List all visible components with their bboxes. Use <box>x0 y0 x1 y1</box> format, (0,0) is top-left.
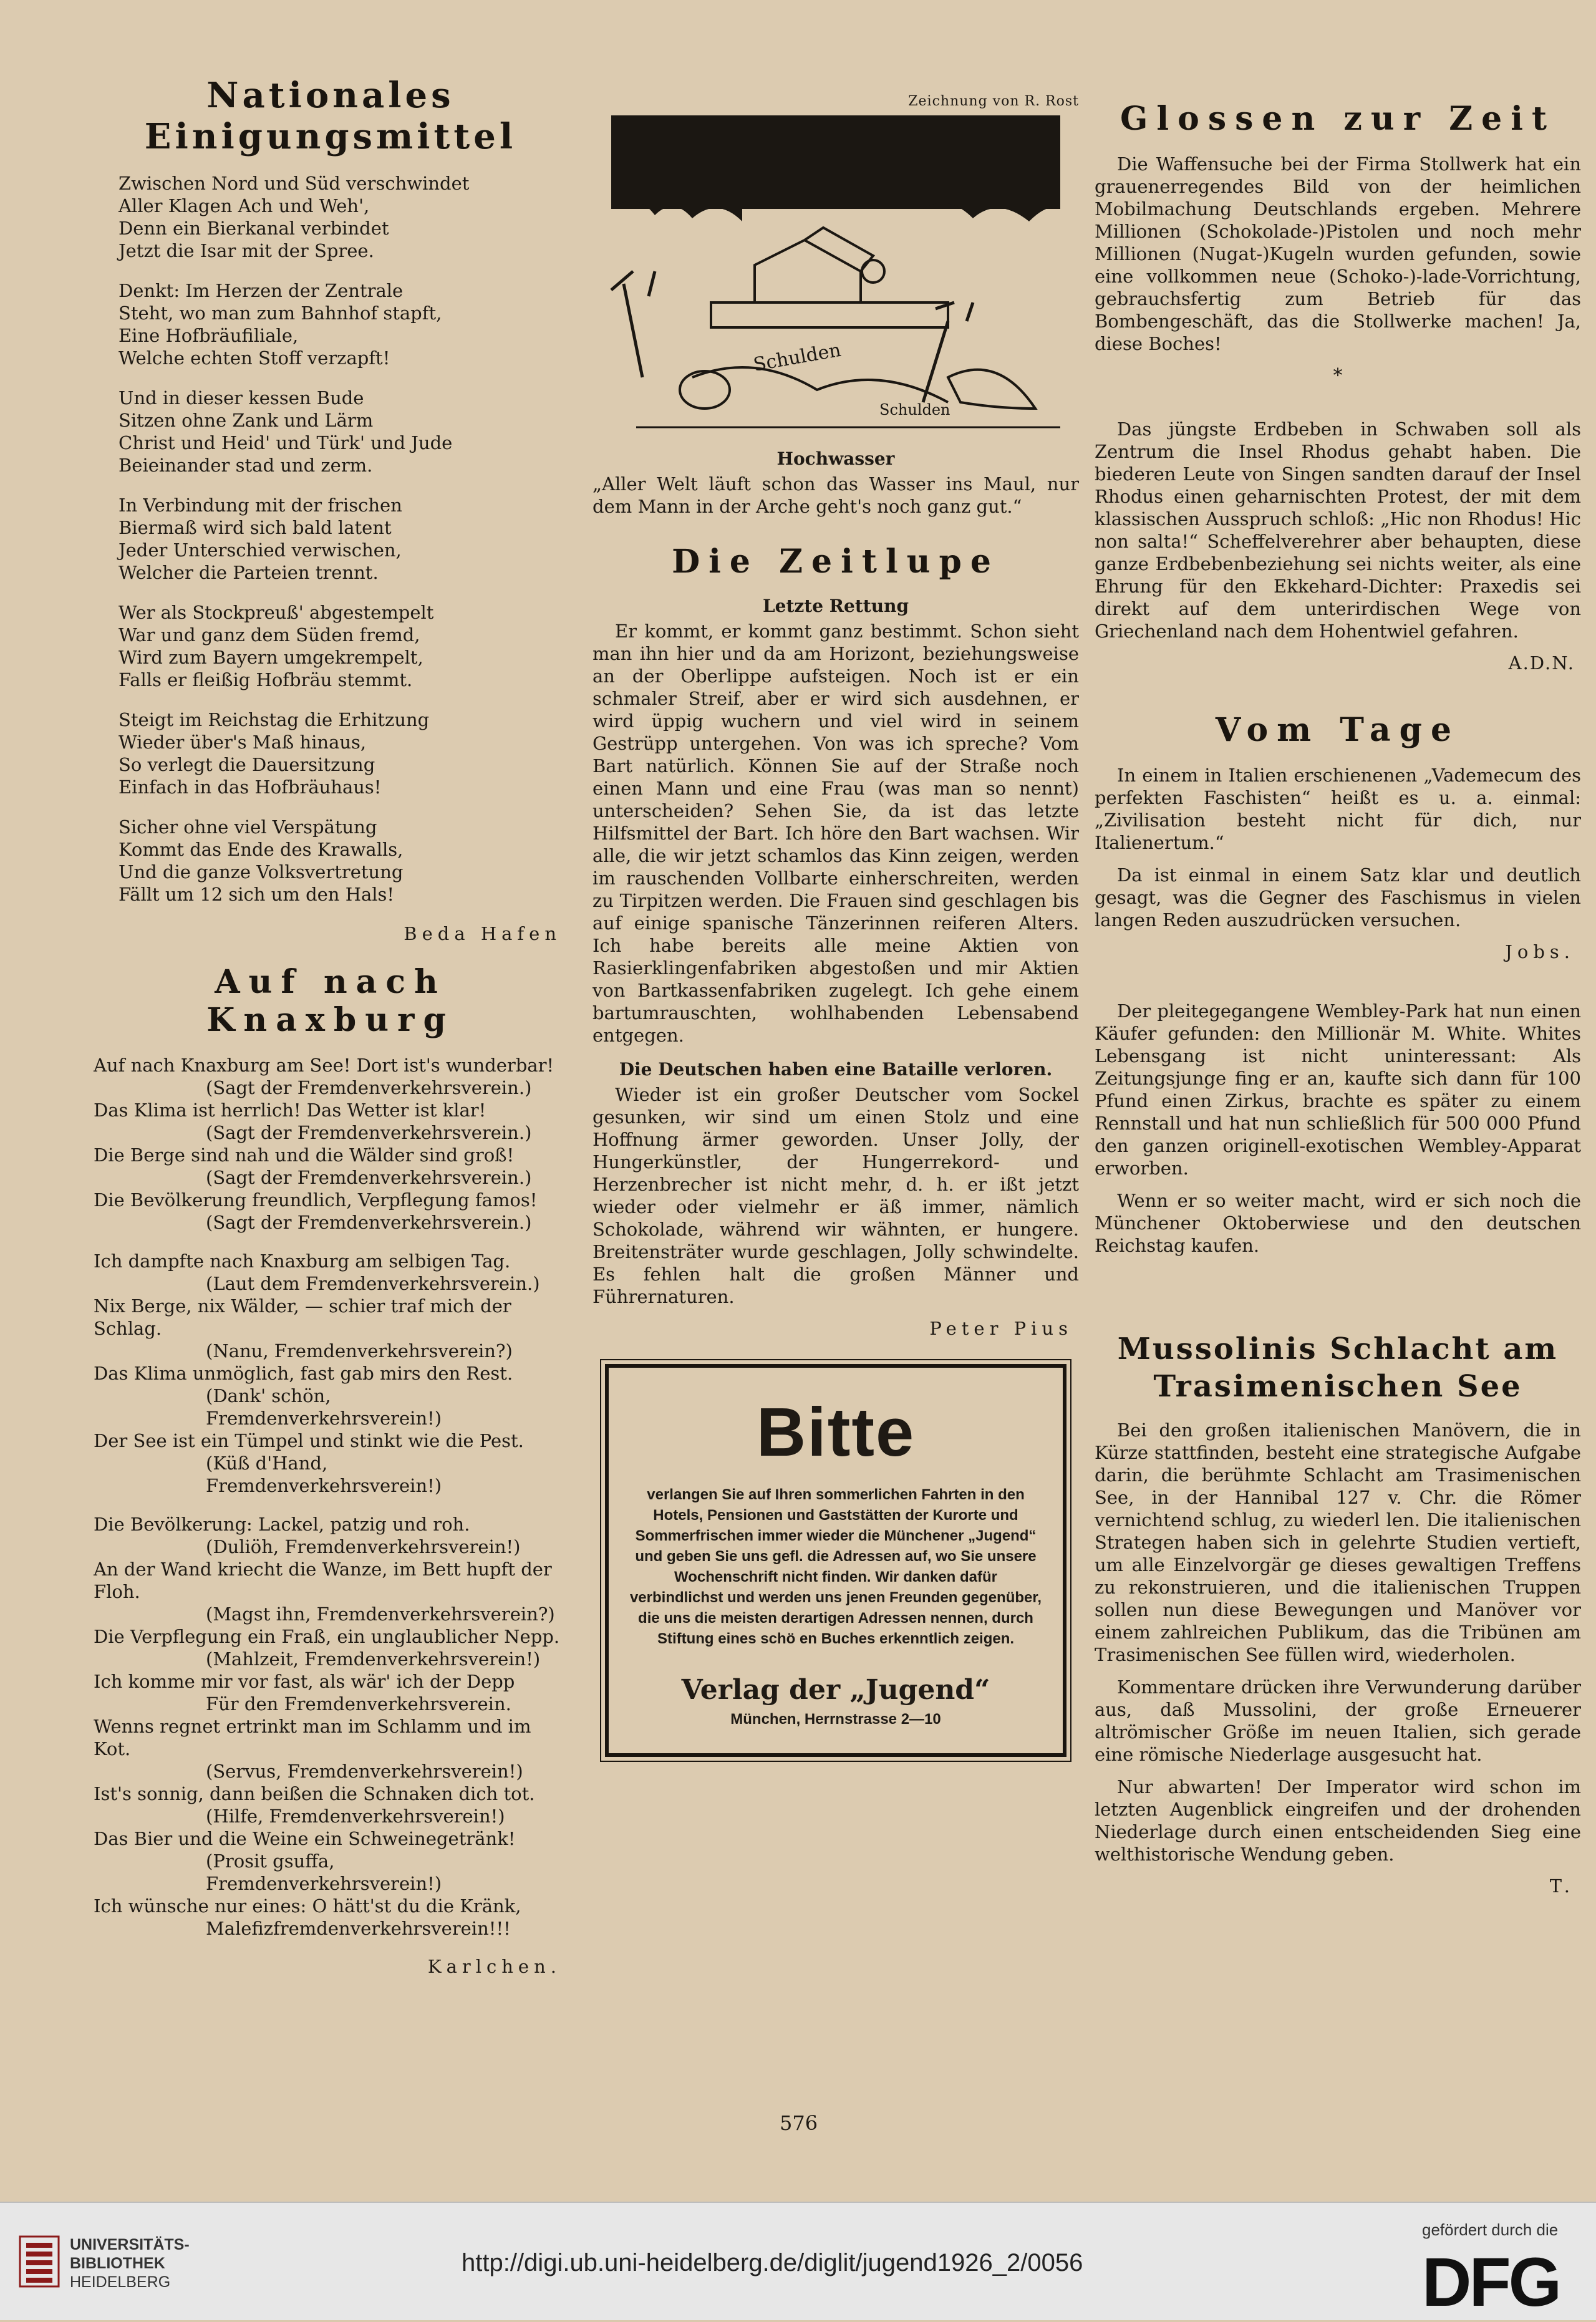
poem-knaxburg <box>94 1054 568 1940</box>
poem-stanza <box>118 494 568 584</box>
poem-line: Beieinander stad und zerm. <box>118 455 373 476</box>
author-adn: A.D.N. <box>1508 652 1575 674</box>
author-t: T. <box>1549 1875 1575 1897</box>
title-glossen-zur-zeit: Glossen zur Zeit <box>1120 100 1556 138</box>
author-jobs: Jobs. <box>1505 941 1575 962</box>
poem-stanza <box>118 172 568 262</box>
title-vom-tage: Vom Tage <box>1215 711 1461 749</box>
poem-line: Eine Hofbräufiliale, <box>118 325 299 346</box>
poem-line: War und ganz dem Süden fremd, <box>118 624 420 646</box>
refrain-line: Das Klima unmöglich, fast gab mirs den Rest. <box>94 1363 513 1384</box>
refrain-stanza <box>94 1054 568 1234</box>
caption-title: Hochwasser <box>776 448 895 469</box>
refrain-response: (Mahlzeit, Fremdenverkehrsverein!) <box>206 1648 541 1670</box>
poem-line: Kommt das Ende des Krawalls, <box>118 839 404 860</box>
poem-line: Sicher ohne viel Verspätung <box>118 816 377 838</box>
poem-line: Und in dieser kessen Bude <box>118 387 364 409</box>
poem-line: Steht, wo man zum Bahnhof stapft, <box>118 302 442 324</box>
refrain-line: Ich dampfte nach Knaxburg am selbigen Tag. <box>94 1250 511 1272</box>
refrain-line: An der Wand kriecht die Wanze, im Bett hupft der Floh. <box>94 1559 552 1602</box>
tage-vademecum: In einem in Italien erschienenen „Vademecum des perfekten Faschisten“ heißt es u. a. einmal: „Zivilisation besteht nicht für dich, nur Italienertum.“ <box>1095 765 1581 853</box>
refrain-line: Die Bevölkerung: Lackel, patzig und roh. <box>94 1514 470 1535</box>
poem-line: Wieder über's Maß hinaus, <box>118 732 367 753</box>
poem-stanza <box>118 601 568 691</box>
tage-wembley: Der pleitegegangene Wembley-Park hat nun einen Käufer gefunden: den Millionär M. White. Whites Lebensgang ist nicht uninteressant: Als Zeitungsjunge fing er an, kaufte sich dann für 100 Pfund einen Zirkus, brachte es später zu einem Rennstall und hat nun schließlich für 500 000 Pfund den ganzen originell-exotischen Wembley-Apparat erworben. <box>1095 1000 1581 1179</box>
uni-line3: HEIDELBERG <box>70 2273 171 2291</box>
poem-line: Zwischen Nord und Süd verschwindet <box>118 173 470 194</box>
refrain-response: (Sagt der Fremdenverkehrsverein.) <box>206 1122 532 1143</box>
dfg-logo: DFG <box>1422 2244 1560 2321</box>
poem-line: Denn ein Bierkanal verbindet <box>118 218 389 239</box>
poem-stanza <box>118 279 568 369</box>
poem-line: Falls er fleißig Hofbräu stemmt. <box>118 669 413 690</box>
ad-publisher: Verlag der „Jugend“ <box>681 1674 990 1706</box>
separator-star: * <box>1333 365 1343 387</box>
svg-text:Schulden: Schulden <box>752 339 843 376</box>
poem-line: In Verbindung mit der frischen <box>118 495 402 516</box>
refrain-line: Ich komme mir vor fast, als wär' ich der Depp <box>94 1671 515 1692</box>
refrain-line: Das Klima ist herrlich! Das Wetter ist klar! <box>94 1100 486 1121</box>
poem-nationales <box>94 172 568 906</box>
refrain-stanza <box>94 1250 568 1497</box>
tage-faschismus: Da ist einmal in einem Satz klar und deutlich gesagt, was die Gegner des Faschismus in vielen langen Reden auszudrücken versuchen. <box>1095 864 1581 931</box>
advertisement-box <box>605 1364 1066 1757</box>
poem-stanza <box>118 816 568 906</box>
refrain-line: Wenns regnet ertrinkt man im Schlamm und im Kot. <box>94 1716 531 1759</box>
poem-line: Jeder Unterschied verwischen, <box>118 539 402 561</box>
poem-line: Jetzt die Isar mit der Spree. <box>118 240 374 261</box>
author-karlchen: Karlchen. <box>427 1956 561 1977</box>
poem-line: Wer als Stockpreuß' abgestempelt <box>118 602 434 623</box>
subtitle-bataille: Die Deutschen haben eine Bataille verloren. <box>619 1059 1053 1080</box>
title-auf-nach-knaxburg: Auf nach Knaxburg <box>206 963 455 1039</box>
illustration-credit: Zeichnung von R. Rost <box>908 94 1079 109</box>
subtitle-letzte-rettung: Letzte Rettung <box>762 596 909 616</box>
refrain-line: Nix Berge, nix Wälder, — schier traf mich der Schlag. <box>94 1295 511 1339</box>
poem-line: So verlegt die Dauersitzung <box>118 754 375 775</box>
author-beda-hafen: Beda Hafen <box>404 923 561 944</box>
refrain-response: (Hilfe, Fremdenverkehrsverein!) <box>206 1806 505 1827</box>
refrain-line: Die Berge sind nah und die Wälder sind groß! <box>94 1144 515 1166</box>
poem-line: Sitzen ohne Zank und Lärm <box>118 410 374 431</box>
ad-text: verlangen Sie auf Ihren sommerlichen Fahrten in den Hotels, Pensionen und Gaststätten der Kurorte und Sommerfrischen immer wieder die Münchener „Jugend“ und geben Sie uns gefl. die Adressen auf, wo Sie unsere Wochenschrift nicht finden. Wir danken dafür verbindlichst und werden uns jenen Freunden gegenüber, die uns die meisten derartigen Adressen nennen, durch Stiftung eines schö en Buches erkenntlich zeigen. <box>629 1486 1042 1647</box>
refrain-line: Ich wünsche nur eines: O hätt'st du die Kränk, <box>94 1895 521 1917</box>
refrain-response: (Magst ihn, Fremdenverkehrsverein?) <box>206 1604 555 1625</box>
uni-line2: BIBLIOTHEK <box>70 2255 165 2272</box>
library-footer <box>0 2202 1596 2320</box>
caption-text: „Aller Welt läuft schon das Wasser ins Maul, nur dem Mann in der Arche geht's noch ganz gut.“ <box>592 473 1079 517</box>
mussolini-abwarten: Nur abwarten! Der Imperator wird schon im letzten Augenblick eingreifen und der drohenden Niederlage durch einen entscheidenden Sieg eine welthistorische Wendung geben. <box>1095 1776 1581 1865</box>
mussolini-manoever: Bei den großen italienischen Manövern, die in Kürze stattfinden, besteht eine strategische Aufgabe darin, die berühmte Schlacht am Trasimenischen See, in der Hannibal 127 v. Chr. die Römer vernichtend schlug, zu wiederl len. Die italienischen Strategen haben sich in gelehrte Studien vertieft, um alle Einzelvorgär ge dieses gewaltigen Treffens zu rekonstruieren, und die italienischen Truppen sollen nun diese Bewegungen und Manöver vor einem zahlreichen Publikum, das die Tribünen am Trasimenischen See füllen wird, wiederholen. <box>1095 1420 1581 1665</box>
university-seal-icon <box>19 2235 60 2288</box>
article-bataille: Wieder ist ein großer Deutscher vom Sockel gesunken, wir sind um einen Stolz und eine Hoffnung ärmer geworden. Unser Jolly, der Hungerkünstler, der Hungerrekord- und Herzenbrecher ist nicht mehr, d. h. er ißt jetzt wieder oder vielmehr er äß immer, nämlich Schokolade, während wir wähnten, er hungere. Breitensträter wurde geschlagen, Jolly schwindelte. Es fehlen halt die großen Männer und Führernaturen. <box>592 1084 1079 1307</box>
title-die-zeitlupe: Die Zeitlupe <box>672 543 1000 581</box>
poem-line: Welche echten Stoff verzapft! <box>118 347 390 369</box>
poem-line: Biermaß wird sich bald latent <box>118 517 392 538</box>
refrain-response: (Küß d'Hand, Fremdenverkehrsverein!) <box>206 1453 442 1496</box>
poem-stanza <box>118 709 568 798</box>
poem-line: Fällt um 12 sich um den Hals! <box>118 884 395 905</box>
refrain-line: Der See ist ein Tümpel und stinkt wie die Pest. <box>94 1430 524 1451</box>
refrain-line: Das Bier und die Weine ein Schweinegetränk! <box>94 1828 516 1849</box>
funding-label: gefördert durch die <box>1422 2220 1559 2239</box>
ad-address: München, Herrnstrasse 2—10 <box>730 1711 941 1728</box>
refrain-response: (Nanu, Fremdenverkehrsverein?) <box>206 1340 513 1362</box>
university-library-name <box>70 2235 190 2291</box>
glosse-erdbeben: Das jüngste Erdbeben in Schwaben soll als Zentrum die Insel Rhodus gehabt haben. Die biederen Leute von Singen sandten darauf der Insel Rhodus einen geharnischten Protest, der mit dem klassischen Ausspruch schloß: „Hic non Rhodus! Hic non salta!“ Scheffelverehrer aber behaupten, diese ganze Erdbebenbeziehung sei nichts weiter, als eine Ehrung für den Ekkehard-Dichter: Praxedis sei direkt auf dem unterirdischen Wege von Griechenland nach dem Hohentwiel gefahren. <box>1095 418 1581 642</box>
poem-line: Wird zum Bayern umgekrempelt, <box>118 647 423 668</box>
title-mussolini-line2: Trasimenischen See <box>1153 1369 1522 1404</box>
refrain-response: (Prosit gsuffa, Fremdenverkehrsverein!) <box>206 1850 442 1894</box>
refrain-response: (Duliöh, Fremdenverkehrsverein!) <box>206 1536 521 1557</box>
poem-line: Steigt im Reichstag die Erhitzung <box>118 709 430 730</box>
refrain-response: (Sagt der Fremdenverkehrsverein.) <box>206 1212 532 1233</box>
refrain-response: Für den Fremdenverkehrsverein. <box>206 1693 511 1715</box>
poem-line: Welcher die Parteien trennt. <box>118 562 379 583</box>
title-mussolini-line1: Mussolinis Schlacht am <box>1117 1332 1559 1367</box>
refrain-response: (Dank' schön, Fremdenverkehrsverein!) <box>206 1385 442 1429</box>
poem-stanza <box>118 387 568 476</box>
refrain-stanza <box>94 1513 568 1940</box>
poem-line: Aller Klagen Ach und Weh', <box>118 195 370 216</box>
refrain-line: Die Bevölkerung freundlich, Verpflegung famos! <box>94 1189 538 1211</box>
author-peter-pius: Peter Pius <box>929 1318 1073 1339</box>
poem-line: Einfach in das Hofbräuhaus! <box>118 776 382 798</box>
column-middle <box>592 94 1079 1757</box>
refrain-response: Malefizfremdenverkehrsverein!!! <box>206 1918 511 1939</box>
poem-line: Christ und Heid' und Türk' und Jude <box>118 432 453 453</box>
refrain-line: Die Verpflegung ein Fraß, ein unglaublicher Nepp. <box>94 1626 560 1647</box>
title-nationales-einigungsmittel: Nationales Einigungsmittel <box>144 75 517 157</box>
refrain-line: Ist's sonnig, dann beißen die Schnaken dich tot. <box>94 1783 535 1804</box>
tage-oktoberwiese: Wenn er so weiter macht, wird er sich noch die Münchener Oktoberwiese und den deutschen Reichstag kaufen. <box>1095 1190 1581 1256</box>
page-number: 576 <box>780 2111 818 2135</box>
cartoon-illustration <box>599 115 1073 440</box>
refrain-response: (Laut dem Fremdenverkehrsverein.) <box>206 1273 540 1294</box>
refrain-response: (Servus, Fremdenverkehrsverein!) <box>206 1761 523 1782</box>
refrain-line: Auf nach Knaxburg am See! Dort ist's wunderbar! <box>94 1055 554 1076</box>
article-letzte-rettung: Er kommt, er kommt ganz bestimmt. Schon sieht man ihn hier und da am Horizont, beziehungsweise an der Oberlippe aufsteigen. Noch ist er ein schmaler Streif, aber er wird sich ausdehnen, er wird üppig wuchern und viel wird in seinem Gestrüpp untergehen. Von was ich spreche? Vom Bart natürlich. Können Sie auf der Straße noch einen Mann und eine Frau (was man so nennt) unterscheiden? Sehen Sie, da ist das letzte Hilfsmittel der Bart. Ich höre den Bart wachsen. Wir alle, die wir jetzt schamlos das Kinn zeigen, werden im rauschenden Vollbarte einherschreiten, werden zu Tirpitzen werden. Die Frauen sind geschlagen bis auf einige spanische Tänzerinnen reiferen Alters. Ich habe bereits alle meine Aktien von Rasierklingenfabriken abgestoßen und mir Aktien von Bartkassenfabriken zugelegt. Ich gehe einem bartumrauschten, wohlhabenden Lebensabend entgegen. <box>592 621 1079 1046</box>
poem-line: Und die ganze Volksvertretung <box>118 861 404 883</box>
permalink-url[interactable]: http://digi.ub.uni-heidelberg.de/diglit/jugend1926_2/0056 <box>462 2249 1083 2276</box>
refrain-response: (Sagt der Fremdenverkehrsverein.) <box>206 1167 532 1188</box>
column-right <box>1095 100 1581 1915</box>
svg-text:Schulden: Schulden <box>879 401 950 418</box>
mussolini-kommentare: Kommentare drücken ihre Verwunderung darüber aus, daß Mussolini, der große Erneuerer altrömischer Größe im neuen Italien, sich gerade eine römische Niederlage ausgesucht hat. <box>1095 1676 1581 1765</box>
ad-headline: Bitte <box>756 1394 916 1471</box>
column-left <box>94 75 568 1996</box>
uni-line1: UNIVERSITÄTS- <box>70 2236 190 2253</box>
refrain-response: (Sagt der Fremdenverkehrsverein.) <box>206 1077 532 1098</box>
poem-line: Denkt: Im Herzen der Zentrale <box>118 280 404 301</box>
glosse-stollwerk: Die Waffensuche bei der Firma Stollwerk hat ein grauenerregendes Bild von der heimlichen Mobilmachung Deutschlands ergeben. Mehrere Millionen (Schokolade-)Pistolen und noch mehr Millionen (Nugat-)Kugeln wurden gefunden, sowie eine vollkommen neue (Schoko-)-lade-Vorrichtung, gebrauchsfertig zum Betrieb für das Bombengeschäft, das die Stollwerke machen! Ja, diese Boches! <box>1095 153 1581 354</box>
